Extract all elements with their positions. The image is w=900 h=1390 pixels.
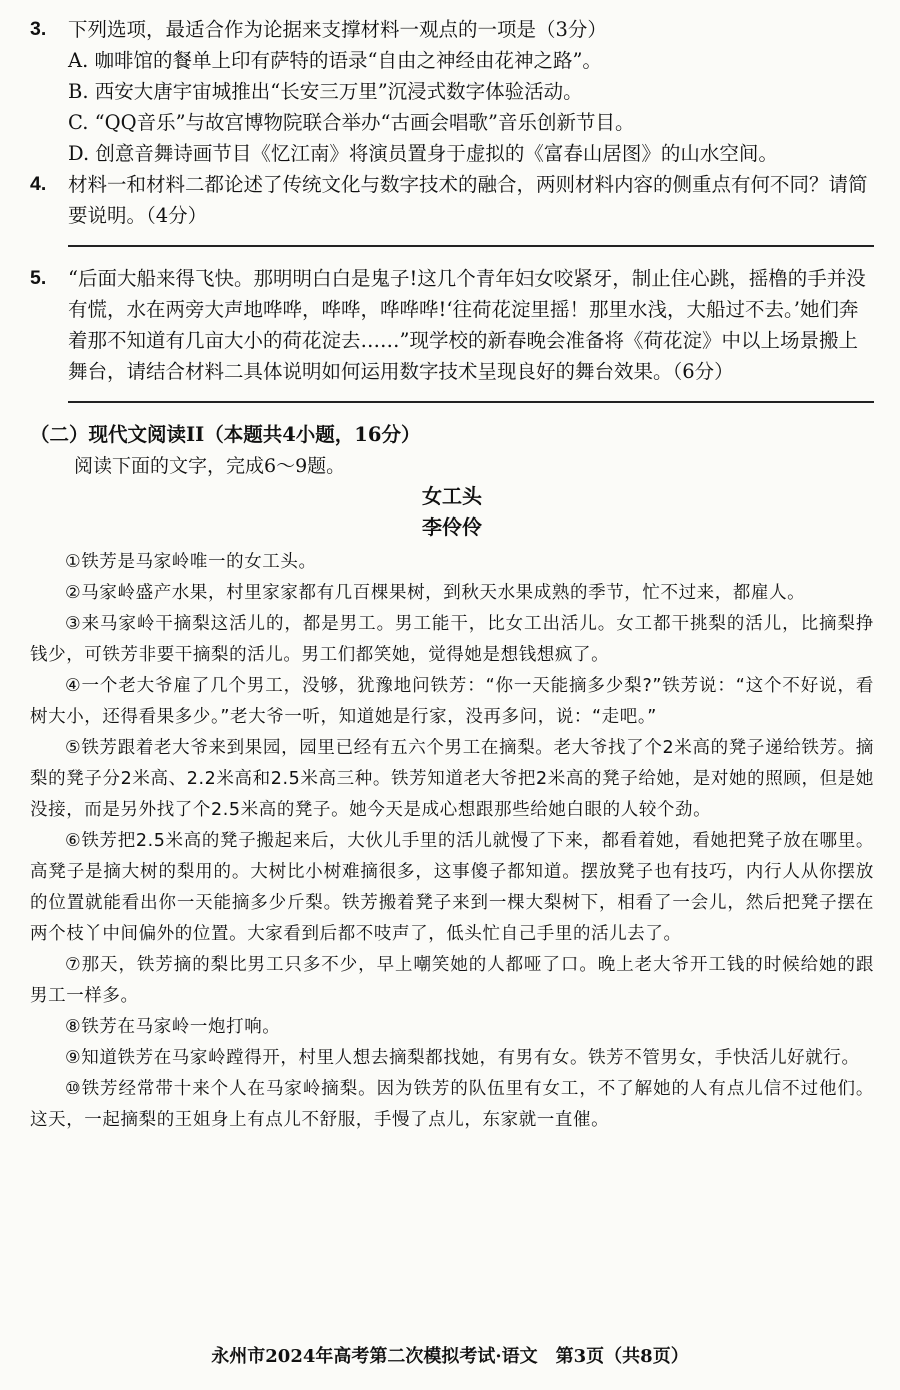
option-b: B. 西安大唐宇宙城推出“长安三万里”沉浸式数字体验活动。 <box>68 80 583 103</box>
article-body <box>30 547 874 1136</box>
answer-line[interactable] <box>68 245 874 247</box>
question-3 <box>30 14 874 45</box>
question-stem: “后面大船来得飞快。那明明白白是鬼子!这几个青年妇女咬紧牙，制止住心跳，摇橹的手并没有慌，水在两旁大声地哗哗，哗哗，哗哗哗!‘往荷花淀里摇！那里水浅，大船过不去。’她们奔着那不知道有几亩大小的荷花淀去……”现学校的新春晚会准备将《荷花淀》中以上场景搬上舞台，请结合材料二具体说明如何运用数字技术呈现良好的舞台效果。（6分） <box>68 267 866 383</box>
paragraph: ⑨知道铁芳在马家岭蹚得开，村里人想去摘梨都找她，有男有女。铁芳不管男女，手快活儿好就行。 <box>65 1048 860 1068</box>
article-author: 李伶伶 <box>422 515 482 539</box>
article-title: 女工头 <box>422 484 482 508</box>
option-c: C. “QQ音乐”与故宫博物院联合举办“古画会唱歌”音乐创新节目。 <box>68 111 635 134</box>
paragraph: ⑤铁芳跟着老大爷来到果园，园里已经有五六个男工在摘梨。老大爷找了个2米高的凳子递给铁芳。摘梨的凳子分2米高、2.2米高和2.5米高三种。铁芳知道老大爷把2米高的凳子给她，是对她的照顾，但是她没接，而是另外找了个2.5米高的凳子。她今天是成心想跟那些给她白眼的人较个劲。 <box>30 738 874 820</box>
paragraph: ⑧铁芳在马家岭一炮打响。 <box>65 1017 281 1037</box>
paragraph: ⑩铁芳经常带十来个人在马家岭摘梨。因为铁芳的队伍里有女工，不了解她的人有点儿信不过他们。这天，一起摘梨的王姐身上有点儿不舒服，手慢了点儿，东家就一直催。 <box>30 1079 874 1130</box>
section-heading: （二）现代文阅读II（本题共4小题，16分） <box>30 423 421 446</box>
question-stem: 下列选项，最适合作为论据来支撑材料一观点的一项是（3分） <box>68 18 607 41</box>
paragraph: ⑦那天，铁芳摘的梨比男工只多不少，早上嘲笑她的人都哑了口。晚上老大爷开工钱的时候给她的跟男工一样多。 <box>30 955 874 1006</box>
answer-line[interactable] <box>68 401 874 403</box>
option-a: A. 咖啡馆的餐单上印有萨特的语录“自由之神经由花神之路”。 <box>68 49 602 72</box>
paragraph: ④一个老大爷雇了几个男工，没够，犹豫地问铁芳：“你一天能摘多少梨?”铁芳说：“这个不好说，看树大小，还得看果多少。”老大爷一听，知道她是行家，没再多问，说：“走吧。” <box>30 676 874 727</box>
option-d: D. 创意音舞诗画节目《忆江南》将演员置身于虚拟的《富春山居图》的山水空间。 <box>68 142 778 165</box>
question-4 <box>30 169 874 231</box>
paragraph: ①铁芳是马家岭唯一的女工头。 <box>65 552 317 572</box>
question-number: 4. <box>30 173 47 195</box>
paragraph: ⑥铁芳把2.5米高的凳子搬起来后，大伙儿手里的活儿就慢了下来，都看着她，看她把凳子放在哪里。高凳子是摘大树的梨用的。大树比小树难摘很多，这事傻子都知道。摆放凳子也有技巧，内行人从你摆放的位置就能看出你一天能摘多少斤梨。铁芳搬着凳子来到一棵大梨树下，相看了一会儿，然后把凳子摆在两个枝丫中间偏外的位置。大家看到后都不吱声了，低头忙自己手里的活儿去了。 <box>30 831 874 944</box>
question-number: 3. <box>30 18 47 40</box>
question-number: 5. <box>30 267 47 289</box>
paragraph: ②马家岭盛产水果，村里家家都有几百棵果树，到秋天水果成熟的季节，忙不过来，都雇人。 <box>65 583 806 603</box>
reading-instruction: 阅读下面的文字，完成6～9题。 <box>74 455 346 477</box>
page-footer: 永州市2024年高考第二次模拟考试·语文 第3页（共8页） <box>211 1346 689 1367</box>
paragraph: ③来马家岭干摘梨这活儿的，都是男工。男工能干，比女工出活儿。女工都干挑梨的活儿，比摘梨挣钱少，可铁芳非要干摘梨的活儿。男工们都笑她，觉得她是想钱想疯了。 <box>30 614 874 665</box>
question-5 <box>30 263 874 387</box>
question-stem: 材料一和材料二都论述了传统文化与数字技术的融合，两则材料内容的侧重点有何不同？请简要说明。（4分） <box>68 173 868 227</box>
